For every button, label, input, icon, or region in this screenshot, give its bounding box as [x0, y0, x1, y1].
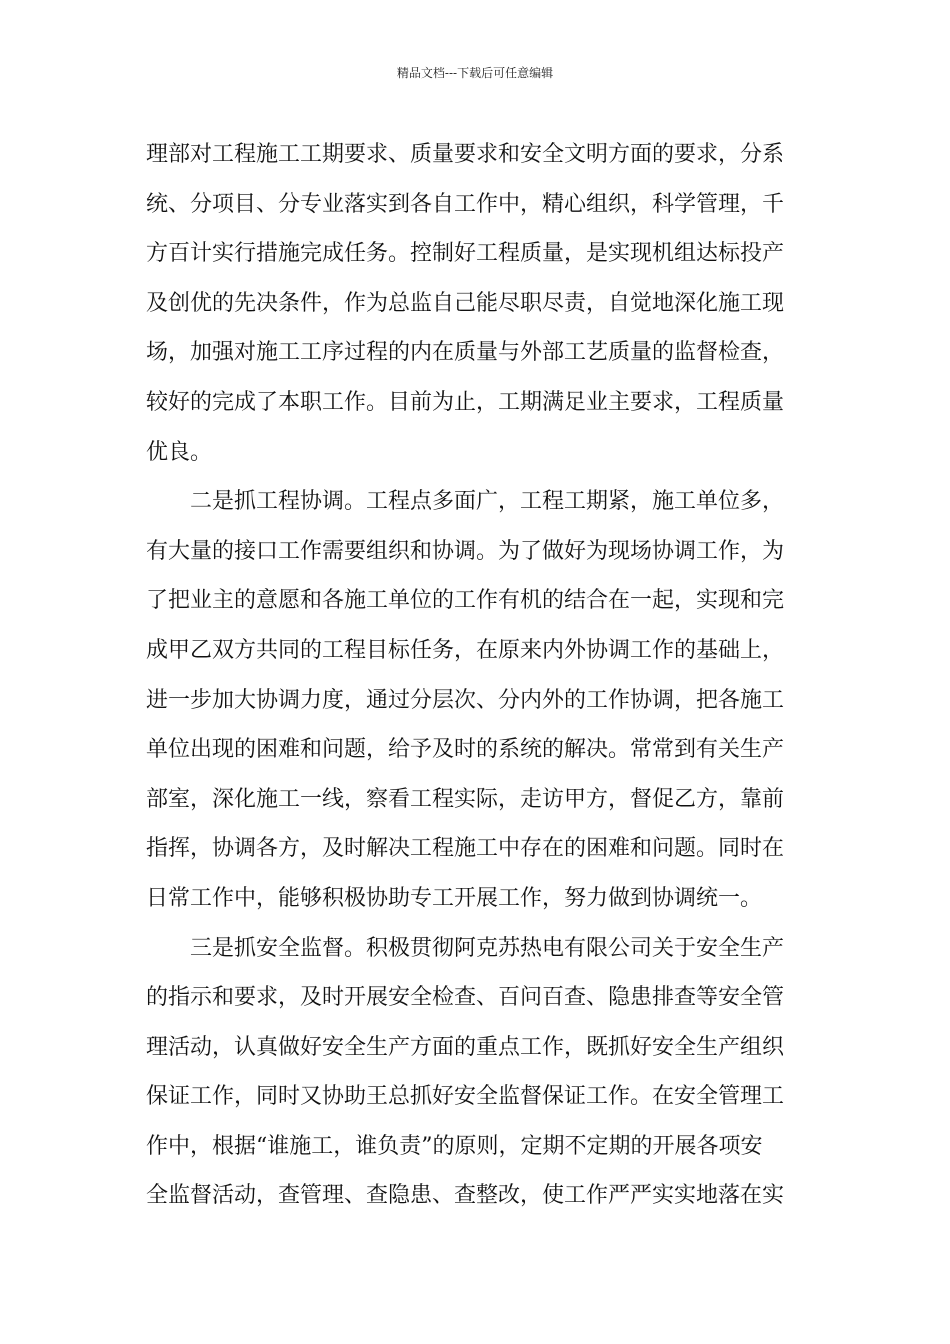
- text-line: 场，加强对施工工序过程的内在质量与外部工艺质量的监督检查，: [146, 340, 785, 366]
- text-line: 理部对工程施工工期要求、质量要求和安全文明方面的要求，分系: [146, 142, 785, 167]
- text-line: 全监督活动，查管理、查隐患、查整改，使工作严严实实地落在实: [146, 1183, 785, 1209]
- text-line: 优良。: [146, 439, 213, 465]
- text-line: 有大量的接口工作需要组织和协调。为了做好为现场协调工作，为: [146, 538, 785, 564]
- text-line: 指挥，协调各方，及时解决工程施工中存在的困难和问题。同时在: [146, 836, 785, 862]
- text-line: 保证工作，同时又协助王总抓好安全监督保证工作。在安全管理工: [146, 1084, 785, 1110]
- text-line: 统、分项目、分专业落实到各自工作中，精心组织，科学管理，千: [146, 191, 785, 217]
- text-line: 进一步加大协调力度，通过分层次、分内外的工作协调，把各施工: [146, 687, 785, 713]
- paragraph-start-line: 二是抓工程协调。工程点多面广，工程工期紧，施工单位多，: [190, 489, 785, 515]
- text-line: 方百计实行措施完成任务。控制好工程质量，是实现机组达标投产: [146, 241, 785, 267]
- text-line: 理活动，认真做好安全生产方面的重点工作，既抓好安全生产组织: [146, 1034, 785, 1060]
- page-header: 精品文档---下载后可任意编辑: [396, 66, 554, 80]
- text-line: 的指示和要求，及时开展安全检查、百问百查、隐患排查等安全管: [146, 985, 785, 1011]
- text-line: 了把业主的意愿和各施工单位的工作有机的结合在一起，实现和完: [146, 588, 785, 614]
- text-line: 较好的完成了本职工作。目前为止，工期满足业主要求，工程质量: [146, 389, 785, 415]
- text-line: 单位出现的困难和问题，给予及时的系统的解决。常常到有关生产: [146, 737, 785, 763]
- text-line: 及创优的先决条件，作为总监自己能尽职尽责，自觉地深化施工现: [146, 290, 785, 316]
- text-line: 日常工作中，能够积极协助专工开展工作，努力做到协调统一。: [146, 885, 763, 911]
- text-line: 成甲乙双方共同的工程目标任务，在原来内外协调工作的基础上，: [146, 637, 785, 663]
- text-line: 部室，深化施工一线，察看工程实际，走访甲方，督促乙方，靠前: [146, 786, 785, 812]
- document-body: [146, 130, 806, 1221]
- text-line: 作中，根据“谁施工，谁负责”的原则，定期不定期的开展各项安: [146, 1133, 763, 1159]
- paragraph-start-line: 三是抓安全监督。积极贯彻阿克苏热电有限公司关于安全生产: [190, 935, 785, 961]
